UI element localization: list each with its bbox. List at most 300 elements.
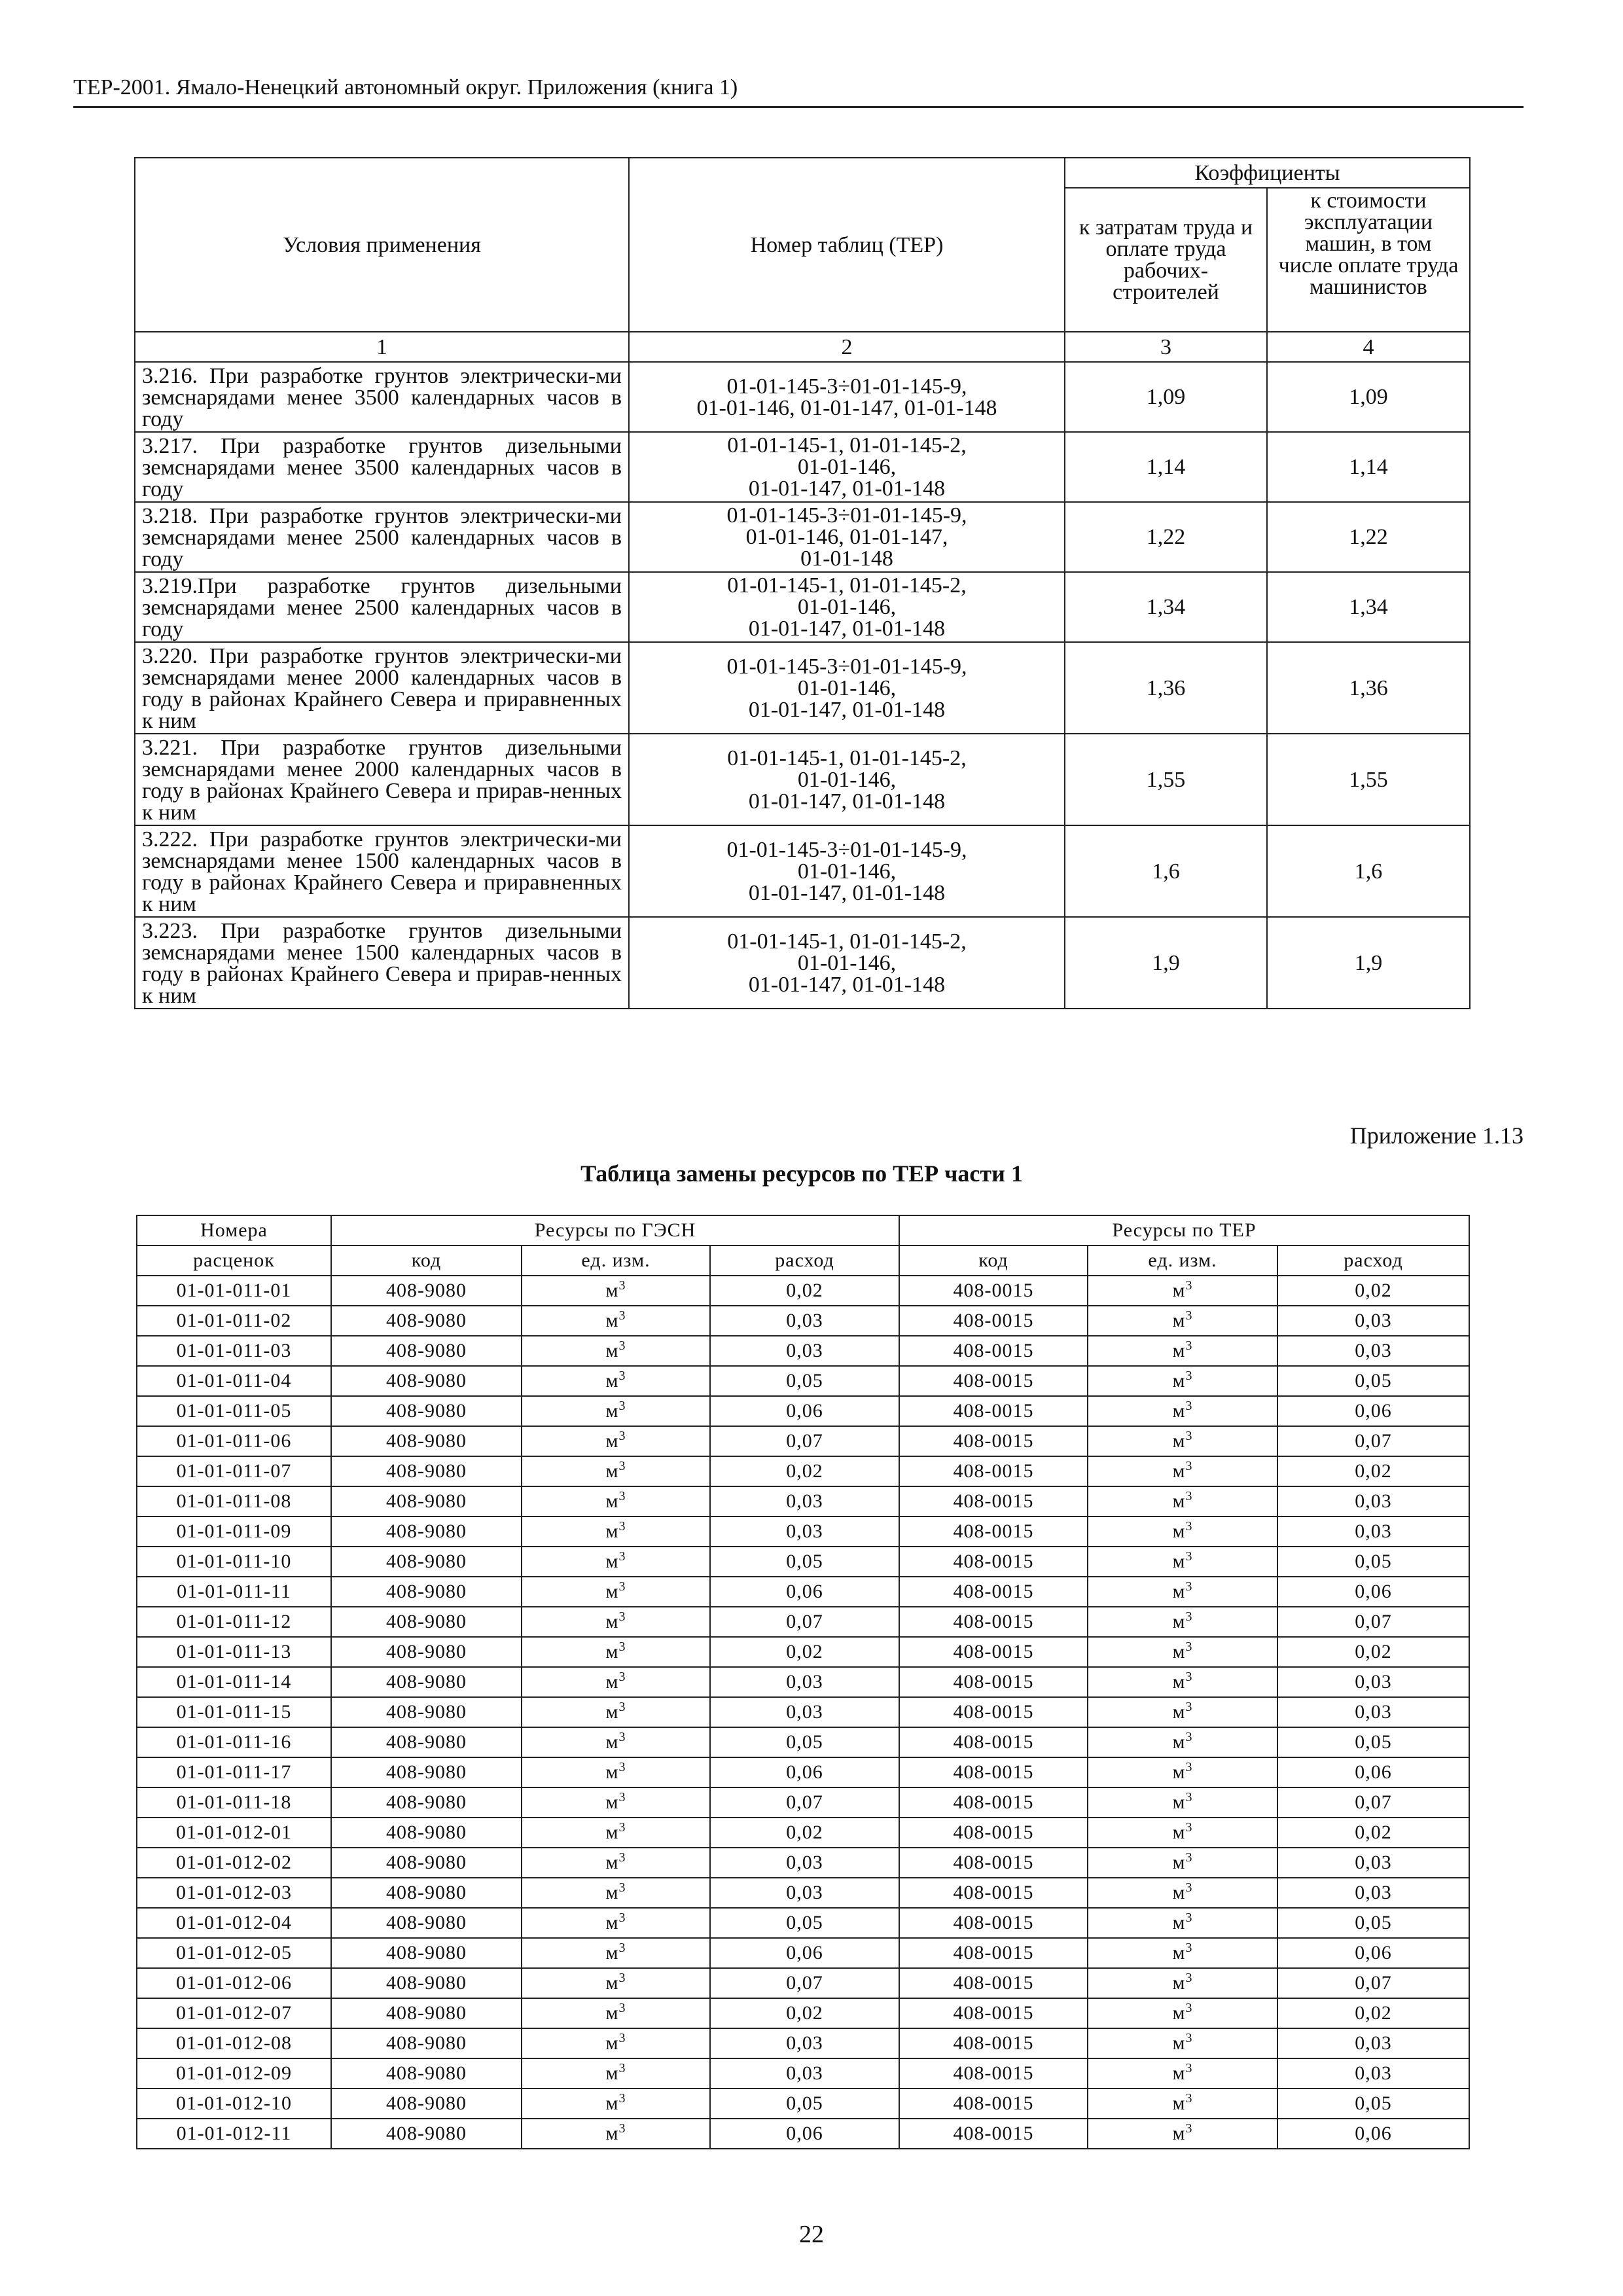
- unit-base: м: [1172, 2002, 1186, 2024]
- ter-amount-cell: 0,06: [1277, 1577, 1469, 1607]
- unit-base: м: [605, 1671, 619, 1693]
- rate-number-cell: 01-01-011-05: [137, 1396, 331, 1426]
- table-row: [137, 1878, 1469, 1908]
- unit-base: м: [1172, 1490, 1186, 1512]
- page-header: [73, 73, 1524, 108]
- labor-coefficient-cell: 1,22: [1065, 502, 1267, 572]
- rate-number-cell: 01-01-012-05: [137, 1938, 331, 1968]
- unit-base: м: [605, 1701, 619, 1723]
- unit-base: м: [1172, 1731, 1186, 1753]
- unit-exponent: 3: [618, 1670, 626, 1684]
- unit-exponent: 3: [618, 2121, 626, 2136]
- coefficients-table: [134, 157, 1471, 1009]
- unit-exponent: 3: [1185, 1519, 1193, 1534]
- unit-cell: [522, 1998, 710, 2028]
- gesn-amount-cell: 0,07: [710, 1787, 899, 1818]
- ter-amount-cell: 0,07: [1277, 1968, 1469, 1998]
- unit-exponent: 3: [1185, 2001, 1193, 2015]
- ter-code-cell: 408-0015: [899, 1787, 1088, 1818]
- rate-number-cell: 01-01-012-04: [137, 1908, 331, 1938]
- gesn-amount-cell: 0,07: [710, 1968, 899, 1998]
- header-ter-amount: расход: [1277, 1246, 1469, 1276]
- unit-exponent: 3: [1185, 1670, 1193, 1684]
- col-header-coefficients: Коэффициенты: [1065, 158, 1470, 188]
- header-ter-resources: Ресурсы по ТЕР: [899, 1215, 1469, 1246]
- ter-amount-cell: 0,03: [1277, 1878, 1469, 1908]
- labor-coefficient-cell: 1,55: [1065, 734, 1267, 825]
- unit-base: м: [605, 1490, 619, 1512]
- unit-base: м: [1172, 2123, 1186, 2144]
- unit-exponent: 3: [1185, 2061, 1193, 2075]
- unit-exponent: 3: [618, 1820, 626, 1835]
- resource-replacement-table: [136, 1215, 1470, 2149]
- rate-number-cell: 01-01-011-16: [137, 1727, 331, 1757]
- unit-cell: [522, 1426, 710, 1456]
- machine-coefficient-cell: 1,34: [1267, 572, 1470, 642]
- gesn-code-cell: 408-9080: [331, 1607, 522, 1637]
- rate-number-cell: 01-01-012-06: [137, 1968, 331, 1998]
- table-row: [137, 1607, 1469, 1637]
- ter-code-cell: 408-0015: [899, 1727, 1088, 1757]
- unit-base: м: [605, 1340, 619, 1361]
- unit-base: м: [1172, 1972, 1186, 1994]
- table-row: [137, 1336, 1469, 1366]
- table-number-line: 01-01-145-1, 01-01-145-2,: [727, 433, 967, 457]
- unit-cell: [1088, 1998, 1277, 2028]
- unit-exponent: 3: [618, 1880, 626, 1895]
- unit-exponent: 3: [1185, 1700, 1193, 1714]
- unit-cell: [522, 1908, 710, 1938]
- gesn-amount-cell: 0,07: [710, 1426, 899, 1456]
- resource-table-title: Таблица замены ресурсов по ТЕР части 1: [580, 1160, 1023, 1187]
- table-row: [137, 1787, 1469, 1818]
- gesn-code-cell: 408-9080: [331, 1667, 522, 1697]
- gesn-code-cell: 408-9080: [331, 1637, 522, 1667]
- gesn-code-cell: 408-9080: [331, 1456, 522, 1486]
- unit-cell: [1088, 1848, 1277, 1878]
- unit-cell: [522, 2119, 710, 2149]
- labor-coefficient-cell: 1,09: [1065, 362, 1267, 432]
- unit-cell: [1088, 1938, 1277, 1968]
- gesn-code-cell: 408-9080: [331, 1547, 522, 1577]
- unit-base: м: [605, 2123, 619, 2144]
- rate-number-cell: 01-01-011-02: [137, 1306, 331, 1336]
- condition-cell: 3.220. При разработке грунтов электрически-ми земснарядами менее 2000 календарных часов в году в районах Крайнего Севера и приравненных к ним: [135, 642, 629, 734]
- ter-amount-cell: 0,03: [1277, 1848, 1469, 1878]
- table-row: [137, 1426, 1469, 1456]
- gesn-amount-cell: 0,02: [710, 1456, 899, 1486]
- table-numbers-cell: [629, 432, 1065, 502]
- table-row: [135, 362, 1470, 432]
- ter-amount-cell: 0,03: [1277, 1336, 1469, 1366]
- rate-number-cell: 01-01-012-09: [137, 2058, 331, 2089]
- gesn-amount-cell: 0,03: [710, 1306, 899, 1336]
- unit-exponent: 3: [618, 1459, 626, 1473]
- unit-base: м: [1172, 2062, 1186, 2084]
- gesn-code-cell: 408-9080: [331, 1516, 522, 1547]
- header-ter-unit: ед. изм.: [1088, 1246, 1277, 1276]
- labor-coefficient-cell: 1,14: [1065, 432, 1267, 502]
- condition-cell: 3.217. При разработке грунтов дизельными земснарядами менее 3500 календарных часов в году: [135, 432, 629, 502]
- table-number-line: 01-01-147, 01-01-148: [748, 789, 946, 814]
- labor-coefficient-cell: 1,6: [1065, 825, 1267, 917]
- rate-number-cell: 01-01-011-08: [137, 1486, 331, 1516]
- unit-cell: [522, 1787, 710, 1818]
- table-row: [137, 1456, 1469, 1486]
- ter-code-cell: 408-0015: [899, 1607, 1088, 1637]
- ter-amount-cell: 0,02: [1277, 1276, 1469, 1306]
- unit-cell: [522, 1366, 710, 1396]
- unit-base: м: [1172, 1641, 1186, 1662]
- unit-cell: [1088, 1276, 1277, 1306]
- table-row: [135, 572, 1470, 642]
- unit-exponent: 3: [618, 1910, 626, 1925]
- ter-code-cell: 408-0015: [899, 1426, 1088, 1456]
- ter-code-cell: 408-0015: [899, 1336, 1088, 1366]
- unit-cell: [522, 1968, 710, 1998]
- table-number-line: 01-01-147, 01-01-148: [748, 880, 946, 905]
- gesn-amount-cell: 0,05: [710, 2089, 899, 2119]
- ter-code-cell: 408-0015: [899, 1456, 1088, 1486]
- condition-cell: 3.222. При разработке грунтов электрически-ми земснарядами менее 1500 календарных часов в году в районах Крайнего Севера и приравненных к ним: [135, 825, 629, 917]
- labor-coefficient-cell: 1,36: [1065, 642, 1267, 734]
- unit-base: м: [605, 1942, 619, 1964]
- machine-coefficient-cell: 1,9: [1267, 917, 1470, 1009]
- table-row: [135, 734, 1470, 825]
- ter-amount-cell: 0,05: [1277, 2089, 1469, 2119]
- gesn-amount-cell: 0,07: [710, 1607, 899, 1637]
- gesn-code-cell: 408-9080: [331, 1848, 522, 1878]
- gesn-amount-cell: 0,03: [710, 1516, 899, 1547]
- ter-amount-cell: 0,02: [1277, 1818, 1469, 1848]
- unit-exponent: 3: [618, 1700, 626, 1714]
- unit-cell: [522, 1607, 710, 1637]
- unit-cell: [1088, 1878, 1277, 1908]
- gesn-amount-cell: 0,03: [710, 1667, 899, 1697]
- ter-amount-cell: 0,06: [1277, 1938, 1469, 1968]
- unit-exponent: 3: [1185, 1369, 1193, 1383]
- gesn-amount-cell: 0,02: [710, 1276, 899, 1306]
- unit-exponent: 3: [1185, 1609, 1193, 1624]
- table-numbers-cell: [629, 362, 1065, 432]
- unit-base: м: [605, 2002, 619, 2024]
- unit-cell: [522, 2089, 710, 2119]
- unit-exponent: 3: [1185, 1278, 1193, 1293]
- ter-amount-cell: 0,03: [1277, 2058, 1469, 2089]
- unit-exponent: 3: [1185, 1429, 1193, 1443]
- unit-cell: [1088, 1426, 1277, 1456]
- unit-exponent: 3: [618, 1640, 626, 1654]
- col-number-1: 1: [135, 332, 629, 362]
- rate-number-cell: 01-01-012-07: [137, 1998, 331, 2028]
- unit-cell: [1088, 1667, 1277, 1697]
- table-row: [137, 2058, 1469, 2089]
- gesn-code-cell: 408-9080: [331, 1787, 522, 1818]
- unit-exponent: 3: [1185, 1308, 1193, 1323]
- header-gesn-resources: Ресурсы по ГЭСН: [331, 1215, 899, 1246]
- unit-cell: [1088, 1787, 1277, 1818]
- gesn-code-cell: 408-9080: [331, 2119, 522, 2149]
- unit-exponent: 3: [1185, 1338, 1193, 1353]
- table-row: [137, 1848, 1469, 1878]
- unit-cell: [522, 1667, 710, 1697]
- unit-cell: [1088, 1908, 1277, 1938]
- unit-base: м: [1172, 1882, 1186, 1903]
- gesn-amount-cell: 0,06: [710, 1396, 899, 1426]
- unit-exponent: 3: [1185, 1880, 1193, 1895]
- table-row: [135, 825, 1470, 917]
- ter-amount-cell: 0,03: [1277, 1516, 1469, 1547]
- unit-cell: [1088, 1577, 1277, 1607]
- unit-cell: [1088, 1637, 1277, 1667]
- unit-cell: [522, 1818, 710, 1848]
- ter-code-cell: 408-0015: [899, 1486, 1088, 1516]
- unit-base: м: [1172, 2092, 1186, 2114]
- table-number-line: 01-01-147, 01-01-148: [748, 972, 946, 997]
- unit-base: м: [605, 1641, 619, 1662]
- gesn-amount-cell: 0,03: [710, 1848, 899, 1878]
- table-number-line: 01-01-146,: [797, 675, 897, 700]
- unit-base: м: [605, 2062, 619, 2084]
- condition-cell: 3.221. При разработке грунтов дизельными земснарядами менее 2000 календарных часов в году в районах Крайнего Севера и прирав-ненных к ним: [135, 734, 629, 825]
- table-numbers-cell: [629, 734, 1065, 825]
- table-row: [137, 2028, 1469, 2058]
- ter-amount-cell: 0,05: [1277, 1908, 1469, 1938]
- machine-coefficient-cell: 1,09: [1267, 362, 1470, 432]
- header-gesn-code: код: [331, 1246, 522, 1276]
- unit-base: м: [1172, 1430, 1186, 1452]
- unit-base: м: [605, 1310, 619, 1331]
- gesn-code-cell: 408-9080: [331, 1306, 522, 1336]
- gesn-amount-cell: 0,03: [710, 2028, 899, 2058]
- rate-number-cell: 01-01-011-17: [137, 1757, 331, 1787]
- machine-coefficient-cell: 1,55: [1267, 734, 1470, 825]
- ter-amount-cell: 0,06: [1277, 1396, 1469, 1426]
- rate-number-cell: 01-01-012-10: [137, 2089, 331, 2119]
- condition-cell: 3.223. При разработке грунтов дизельными земснарядами менее 1500 календарных часов в году в районах Крайнего Севера и прирав-ненных к ним: [135, 917, 629, 1009]
- unit-base: м: [605, 1370, 619, 1391]
- rate-number-cell: 01-01-011-14: [137, 1667, 331, 1697]
- rate-number-cell: 01-01-011-09: [137, 1516, 331, 1547]
- gesn-amount-cell: 0,06: [710, 1938, 899, 1968]
- table-numbers-cell: [629, 502, 1065, 572]
- unit-exponent: 3: [1185, 1459, 1193, 1473]
- unit-base: м: [605, 1280, 619, 1301]
- table-number-line: 01-01-146,: [797, 859, 897, 884]
- condition-cell: 3.216. При разработке грунтов электрически-ми земснарядами менее 3500 календарных часов в году: [135, 362, 629, 432]
- unit-base: м: [1172, 1460, 1186, 1482]
- ter-amount-cell: 0,05: [1277, 1547, 1469, 1577]
- table-number-line: 01-01-146,: [797, 950, 897, 975]
- rate-number-cell: 01-01-012-11: [137, 2119, 331, 2149]
- table-number-line: 01-01-145-1, 01-01-145-2,: [727, 745, 967, 770]
- table-row: [137, 1938, 1469, 1968]
- unit-base: м: [605, 2092, 619, 2114]
- unit-cell: [522, 1306, 710, 1336]
- gesn-amount-cell: 0,03: [710, 1486, 899, 1516]
- rate-number-cell: 01-01-012-03: [137, 1878, 331, 1908]
- gesn-amount-cell: 0,02: [710, 1637, 899, 1667]
- ter-amount-cell: 0,02: [1277, 1456, 1469, 1486]
- unit-exponent: 3: [1185, 1579, 1193, 1594]
- unit-exponent: 3: [1185, 1910, 1193, 1925]
- unit-cell: [522, 1727, 710, 1757]
- ter-code-cell: 408-0015: [899, 1848, 1088, 1878]
- unit-base: м: [1172, 1611, 1186, 1632]
- unit-exponent: 3: [618, 1429, 626, 1443]
- unit-cell: [522, 1276, 710, 1306]
- ter-code-cell: 408-0015: [899, 1968, 1088, 1998]
- ter-code-cell: 408-0015: [899, 1637, 1088, 1667]
- gesn-code-cell: 408-9080: [331, 1757, 522, 1787]
- ter-code-cell: 408-0015: [899, 1878, 1088, 1908]
- table-number-line: 01-01-146, 01-01-147,: [745, 525, 948, 549]
- col-header-conditions: Условия применения: [135, 158, 629, 332]
- ter-code-cell: 408-0015: [899, 1306, 1088, 1336]
- unit-base: м: [605, 1611, 619, 1632]
- gesn-code-cell: 408-9080: [331, 1998, 522, 2028]
- ter-code-cell: 408-0015: [899, 2119, 1088, 2149]
- unit-cell: [522, 1396, 710, 1426]
- ter-code-cell: 408-0015: [899, 2058, 1088, 2089]
- table-row: [137, 1637, 1469, 1667]
- gesn-code-cell: 408-9080: [331, 1396, 522, 1426]
- ter-amount-cell: 0,03: [1277, 2028, 1469, 2058]
- unit-exponent: 3: [1185, 1730, 1193, 1744]
- gesn-code-cell: 408-9080: [331, 2089, 522, 2119]
- ter-amount-cell: 0,02: [1277, 1998, 1469, 2028]
- table-row: [137, 1366, 1469, 1396]
- unit-cell: [522, 1456, 710, 1486]
- gesn-amount-cell: 0,03: [710, 1697, 899, 1727]
- col-header-machines: к стоимости эксплуатации машин, в том числе оплате труда машинистов: [1267, 188, 1470, 332]
- table-numbers-cell: [629, 572, 1065, 642]
- table-row: [137, 1547, 1469, 1577]
- ter-code-cell: 408-0015: [899, 1516, 1088, 1547]
- gesn-code-cell: 408-9080: [331, 1727, 522, 1757]
- unit-exponent: 3: [618, 1308, 626, 1323]
- header-numbers-bottom: расценок: [137, 1246, 331, 1276]
- unit-exponent: 3: [1185, 1640, 1193, 1654]
- machine-coefficient-cell: 1,22: [1267, 502, 1470, 572]
- unit-cell: [1088, 1366, 1277, 1396]
- unit-cell: [1088, 1697, 1277, 1727]
- rate-number-cell: 01-01-011-15: [137, 1697, 331, 1727]
- condition-cell: 3.219.При разработке грунтов дизельными земснарядами менее 2500 календарных часов в году: [135, 572, 629, 642]
- table-number-line: 01-01-145-3÷01-01-145-9,: [726, 654, 967, 679]
- col-number-4: 4: [1267, 332, 1470, 362]
- gesn-code-cell: 408-9080: [331, 1818, 522, 1848]
- unit-exponent: 3: [618, 2091, 626, 2106]
- table-number-line: 01-01-146, 01-01-147, 01-01-148: [696, 395, 997, 420]
- gesn-amount-cell: 0,03: [710, 2058, 899, 2089]
- unit-base: м: [605, 1761, 619, 1783]
- unit-exponent: 3: [618, 1338, 626, 1353]
- unit-base: м: [1172, 1310, 1186, 1331]
- table-row: [135, 642, 1470, 734]
- unit-cell: [1088, 1306, 1277, 1336]
- unit-cell: [1088, 1547, 1277, 1577]
- table-row: [135, 917, 1470, 1009]
- unit-cell: [522, 1547, 710, 1577]
- gesn-amount-cell: 0,05: [710, 1366, 899, 1396]
- unit-exponent: 3: [618, 1850, 626, 1865]
- table-row: [137, 1727, 1469, 1757]
- unit-base: м: [605, 1882, 619, 1903]
- unit-base: м: [605, 1430, 619, 1452]
- table-number-line: 01-01-146,: [797, 767, 897, 792]
- table-row: [137, 1697, 1469, 1727]
- rate-number-cell: 01-01-011-10: [137, 1547, 331, 1577]
- unit-exponent: 3: [1185, 1549, 1193, 1564]
- gesn-code-cell: 408-9080: [331, 1577, 522, 1607]
- unit-base: м: [1172, 1821, 1186, 1843]
- unit-cell: [1088, 1456, 1277, 1486]
- table-number-line: 01-01-145-1, 01-01-145-2,: [727, 573, 967, 598]
- ter-code-cell: 408-0015: [899, 1276, 1088, 1306]
- unit-cell: [522, 2058, 710, 2089]
- table-row: [137, 1667, 1469, 1697]
- rate-number-cell: 01-01-011-18: [137, 1787, 331, 1818]
- unit-exponent: 3: [618, 1519, 626, 1534]
- page-number: 22: [799, 2221, 824, 2248]
- unit-cell: [1088, 1396, 1277, 1426]
- unit-exponent: 3: [618, 2061, 626, 2075]
- gesn-amount-cell: 0,06: [710, 1577, 899, 1607]
- unit-exponent: 3: [618, 2031, 626, 2045]
- gesn-code-cell: 408-9080: [331, 1697, 522, 1727]
- unit-exponent: 3: [618, 1730, 626, 1744]
- unit-exponent: 3: [618, 1369, 626, 1383]
- table-number-line: 01-01-145-1, 01-01-145-2,: [727, 929, 967, 954]
- ter-code-cell: 408-0015: [899, 2089, 1088, 2119]
- unit-base: м: [1172, 1370, 1186, 1391]
- unit-base: м: [1172, 1761, 1186, 1783]
- condition-cell: 3.218. При разработке грунтов электрически-ми земснарядами менее 2500 календарных часов в году: [135, 502, 629, 572]
- gesn-code-cell: 408-9080: [331, 1878, 522, 1908]
- ter-code-cell: 408-0015: [899, 1757, 1088, 1787]
- gesn-code-cell: 408-9080: [331, 1276, 522, 1306]
- rate-number-cell: 01-01-011-13: [137, 1637, 331, 1667]
- unit-base: м: [605, 1972, 619, 1994]
- gesn-code-cell: 408-9080: [331, 1968, 522, 1998]
- unit-base: м: [1172, 1340, 1186, 1361]
- unit-base: м: [1172, 1400, 1186, 1422]
- unit-exponent: 3: [618, 1971, 626, 1985]
- table-number-line: 01-01-145-3÷01-01-145-9,: [726, 837, 967, 862]
- unit-cell: [1088, 1757, 1277, 1787]
- unit-cell: [522, 1697, 710, 1727]
- table-row: [137, 1306, 1469, 1336]
- unit-base: м: [1172, 1912, 1186, 1933]
- unit-exponent: 3: [618, 1609, 626, 1624]
- unit-exponent: 3: [1185, 1790, 1193, 1804]
- unit-exponent: 3: [1185, 1489, 1193, 1503]
- labor-coefficient-cell: 1,34: [1065, 572, 1267, 642]
- unit-base: м: [605, 1821, 619, 1843]
- unit-cell: [1088, 2028, 1277, 2058]
- unit-exponent: 3: [1185, 1760, 1193, 1774]
- unit-base: м: [1172, 1791, 1186, 1813]
- rate-number-cell: 01-01-011-04: [137, 1366, 331, 1396]
- unit-base: м: [605, 1791, 619, 1813]
- table-number-line: 01-01-147, 01-01-148: [748, 617, 946, 641]
- unit-cell: [522, 1577, 710, 1607]
- unit-exponent: 3: [1185, 1971, 1193, 1985]
- table-number-line: 01-01-147, 01-01-148: [748, 697, 946, 722]
- machine-coefficient-cell: 1,36: [1267, 642, 1470, 734]
- header-numbers-top: Номера: [137, 1215, 331, 1246]
